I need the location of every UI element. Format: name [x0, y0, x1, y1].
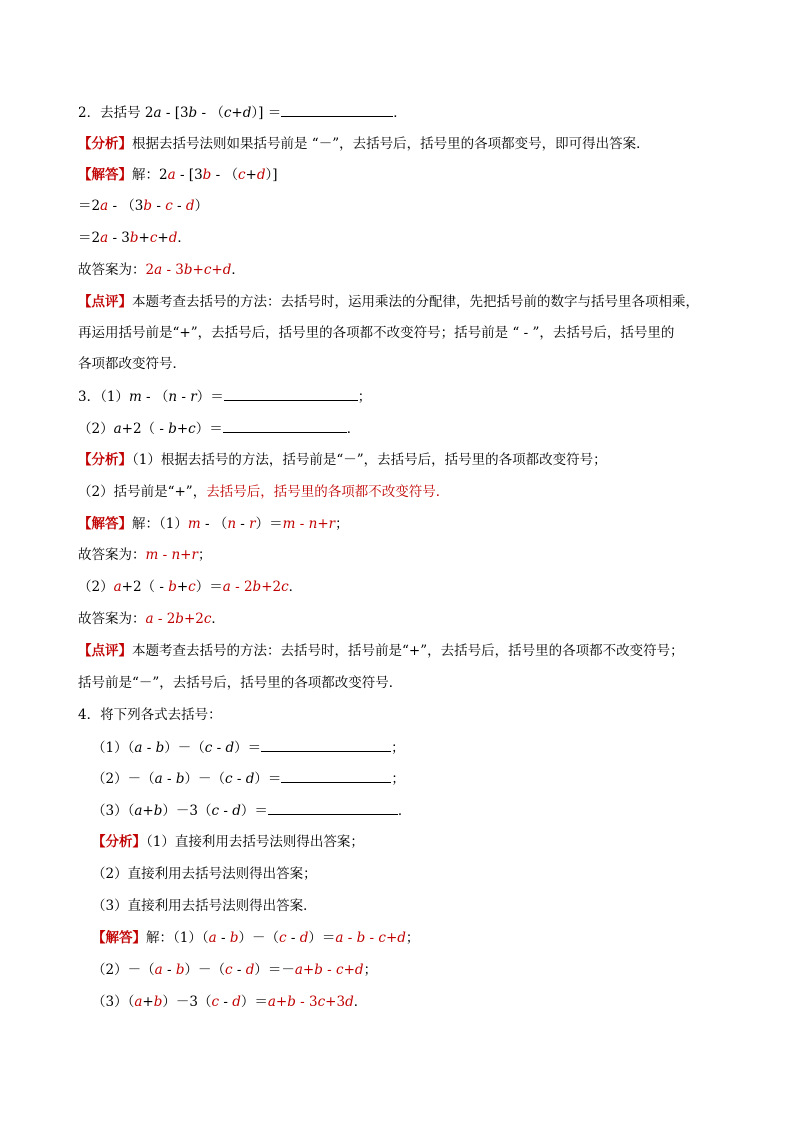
- text-segment: m: [145, 547, 159, 563]
- text-segment: d: [397, 930, 406, 946]
- q4-analysis: [92, 832, 364, 852]
- text-segment: b: [168, 421, 177, 437]
- text-segment: a: [100, 230, 109, 246]
- text-segment: m: [187, 516, 201, 532]
- text-segment: a: [154, 962, 163, 978]
- text-segment: （2）括号前是“+”，: [78, 484, 207, 500]
- text-segment: b: [168, 579, 177, 595]
- text-segment: （3）（: [92, 803, 135, 819]
- text-segment: d: [232, 994, 241, 1010]
- text-segment: d: [225, 740, 235, 756]
- text-segment: -: [365, 930, 379, 946]
- q2-comment-cont1: [78, 323, 674, 343]
- text-segment: ）]: [265, 167, 278, 183]
- text-segment: d: [354, 962, 364, 978]
- q4-solution-part2: [92, 960, 377, 980]
- q4-analysis-part3: [92, 896, 317, 916]
- text-segment: ＝2: [78, 230, 101, 246]
- text-segment: - 3: [108, 230, 130, 246]
- text-segment: 故答案为：: [78, 611, 146, 627]
- text-segment: ）] ＝: [251, 105, 282, 121]
- text-segment: +3: [325, 994, 346, 1010]
- text-segment: ＝2: [78, 198, 101, 214]
- text-segment: n: [308, 516, 318, 532]
- text-segment: c: [211, 994, 220, 1010]
- q4-solution-part3: [92, 992, 367, 1012]
- q2-analysis: [78, 134, 650, 154]
- text-segment: - （: [211, 167, 238, 183]
- answer-blank: [281, 768, 391, 783]
- text-segment: +: [192, 262, 204, 278]
- text-segment: d: [299, 930, 309, 946]
- section-tag: 【分析】: [92, 834, 146, 850]
- text-segment: d: [185, 198, 195, 214]
- text-segment: （2）: [78, 421, 114, 437]
- text-segment: ；: [357, 389, 372, 405]
- text-segment: ．: [211, 611, 225, 627]
- text-segment: +2（ -: [121, 421, 169, 437]
- q3-part1: [78, 386, 371, 407]
- text-segment: +: [176, 421, 189, 437]
- text-segment: 解：（1）: [132, 516, 188, 532]
- q4-question: [78, 705, 222, 725]
- q3-comment: [78, 641, 684, 661]
- text-segment: +2: [261, 579, 282, 595]
- text-segment: b: [287, 994, 296, 1010]
- text-segment: b: [202, 167, 212, 183]
- text-segment: ）－（: [184, 962, 225, 978]
- text-segment: 4．将下列各式去括号：: [78, 707, 222, 723]
- text-segment: -: [142, 740, 156, 756]
- text-segment: c: [223, 105, 232, 121]
- text-segment: - [3: [161, 105, 189, 121]
- text-segment: （1）直接利用去括号法则得出答案；: [146, 834, 364, 850]
- q2-solution-step1: [78, 196, 208, 216]
- text-segment: d: [222, 262, 232, 278]
- text-segment: d: [168, 230, 178, 246]
- text-segment: 故答案为：: [78, 262, 146, 278]
- text-segment: -: [232, 962, 246, 978]
- text-segment: ）＝: [196, 389, 224, 405]
- answer-blank: [261, 737, 391, 752]
- text-segment: b: [153, 994, 163, 1010]
- section-tag: 【分析】: [78, 452, 132, 468]
- text-segment: ；: [391, 740, 405, 756]
- text-segment: a: [113, 579, 122, 595]
- text-segment: r: [328, 516, 336, 532]
- text-segment: ）－3（: [162, 803, 212, 819]
- text-segment: a: [100, 198, 109, 214]
- text-segment: ）＝: [254, 771, 282, 787]
- text-segment: +: [142, 803, 154, 819]
- text-segment: -: [232, 771, 246, 787]
- text-segment: ．: [346, 421, 361, 437]
- text-segment: -: [172, 198, 186, 214]
- q3-analysis: [78, 450, 607, 470]
- text-segment: -: [216, 930, 230, 946]
- text-segment: -: [177, 389, 191, 405]
- text-segment: -: [322, 962, 337, 978]
- text-segment: 3．（1）: [78, 389, 129, 405]
- text-segment: b: [252, 579, 262, 595]
- text-segment: c: [278, 930, 287, 946]
- text-segment: c: [237, 167, 246, 183]
- q4-part3: [92, 800, 411, 821]
- text-segment: b: [183, 262, 193, 278]
- text-segment: - 3: [162, 262, 184, 278]
- text-segment: d: [245, 962, 255, 978]
- text-segment: +: [275, 994, 288, 1010]
- text-segment: 解：（1）（: [146, 930, 209, 946]
- text-segment: 再运用括号前是“+”，去括号后，括号里的各项都不改变符号；括号前是 “ - ”，去括号后，括号里的: [78, 325, 675, 341]
- text-segment: -: [152, 198, 166, 214]
- text-segment: d: [256, 167, 266, 183]
- text-segment: ；: [391, 771, 405, 787]
- section-tag: 【解答】: [78, 516, 132, 532]
- text-segment: （2）直接利用去括号法则得出答案；: [92, 866, 317, 882]
- answer-blank: [281, 102, 393, 117]
- text-segment: ．: [353, 994, 368, 1010]
- text-segment: d: [242, 105, 252, 121]
- text-segment: n: [171, 547, 181, 563]
- text-segment: - （3: [108, 198, 144, 214]
- text-segment: b: [153, 803, 163, 819]
- text-segment: -: [162, 771, 176, 787]
- text-segment: b: [143, 198, 153, 214]
- q2-solution-step2: [78, 228, 191, 248]
- text-segment: （1）（: [92, 740, 135, 756]
- text-segment: （2）－（: [92, 771, 155, 787]
- text-segment: a: [208, 930, 217, 946]
- text-segment: -: [295, 516, 309, 532]
- text-segment: a: [134, 803, 143, 819]
- text-segment: 本题考查去括号的方法：去括号时，运用乘法的分配律，先把括号前的数字与括号里各项相乘，: [132, 294, 699, 310]
- q3-part2: [78, 418, 360, 439]
- text-segment: - [3: [175, 167, 203, 183]
- text-segment: 根据去括号法则如果括号前是 “－”，去括号后，括号里的各项都变号，即可得出答案．: [132, 136, 650, 152]
- text-segment: -: [343, 930, 357, 946]
- text-segment: a: [134, 994, 143, 1010]
- q4-solution: [92, 928, 419, 948]
- text-segment: b: [314, 962, 323, 978]
- text-segment: ．: [231, 262, 245, 278]
- text-segment: ）＝: [240, 994, 268, 1010]
- text-segment: - 3: [295, 994, 318, 1010]
- text-segment: c: [211, 803, 220, 819]
- text-segment: b: [175, 611, 184, 627]
- section-tag: 【点评】: [78, 294, 132, 310]
- text-segment: +: [385, 930, 398, 946]
- q3-answer1: [78, 545, 211, 565]
- text-segment: ）－（: [164, 740, 205, 756]
- text-segment: ．: [288, 579, 303, 595]
- text-segment: （3）直接利用去括号法则得出答案．: [92, 898, 317, 914]
- text-segment: 故答案为：: [78, 547, 146, 563]
- q2-solution: [78, 165, 278, 185]
- text-segment: +: [142, 994, 154, 1010]
- text-segment: -: [286, 930, 300, 946]
- section-tag: 【点评】: [78, 643, 132, 659]
- text-segment: c: [203, 262, 212, 278]
- text-segment: +2（ -: [121, 579, 169, 595]
- text-segment: -: [212, 740, 226, 756]
- text-segment: - 2: [230, 579, 253, 595]
- q4-part1: [92, 737, 405, 758]
- text-segment: c: [224, 962, 233, 978]
- text-segment: 2．去括号 2: [78, 105, 154, 121]
- text-segment: b: [175, 962, 185, 978]
- text-segment: c: [224, 771, 233, 787]
- q2-question: [78, 102, 407, 123]
- text-segment: -: [236, 516, 250, 532]
- text-segment: a: [154, 771, 163, 787]
- text-segment: （2）－（: [92, 962, 155, 978]
- text-segment: -: [219, 803, 233, 819]
- q3-solution: [78, 514, 349, 534]
- text-segment: ）＝: [195, 421, 223, 437]
- text-segment: -: [219, 994, 233, 1010]
- text-segment: +: [231, 105, 243, 121]
- text-segment: ）＝: [255, 516, 283, 532]
- section-tag: 【分析】: [78, 136, 132, 152]
- text-segment: ）＝: [240, 803, 268, 819]
- text-segment: ；: [335, 516, 349, 532]
- text-segment: r: [190, 389, 197, 405]
- q3-comment-cont: [78, 673, 402, 693]
- section-tag: 【解答】: [92, 930, 146, 946]
- text-segment: +: [157, 230, 169, 246]
- text-segment: a: [222, 579, 231, 595]
- text-segment: a: [267, 994, 276, 1010]
- text-segment: ．: [393, 105, 407, 121]
- text-segment: a: [145, 611, 154, 627]
- text-segment: a: [153, 105, 162, 121]
- text-segment: 2: [145, 262, 155, 278]
- text-segment: d: [345, 994, 354, 1010]
- answer-blank: [224, 386, 358, 401]
- text-segment: c: [203, 611, 212, 627]
- text-segment: +: [245, 167, 257, 183]
- text-segment: b: [356, 930, 366, 946]
- text-segment: 各项都改变符号．: [78, 356, 186, 372]
- text-segment: 本题考查去括号的方法：去括号时，括号前是“+”，去括号后，括号里的各项都不改变符号；: [132, 643, 684, 659]
- text-segment: +: [138, 230, 150, 246]
- text-segment: c: [188, 579, 196, 595]
- text-segment: +: [343, 962, 355, 978]
- text-segment: c: [281, 579, 289, 595]
- text-segment: ）－3（: [162, 994, 212, 1010]
- text-segment: 去括号后，括号里的各项都不改变符号．: [206, 484, 450, 500]
- text-segment: c: [204, 740, 213, 756]
- text-segment: c: [165, 198, 173, 214]
- text-segment: r: [249, 516, 256, 532]
- text-segment: - （: [141, 389, 169, 405]
- text-segment: a: [113, 421, 122, 437]
- text-segment: d: [245, 771, 255, 787]
- text-segment: ．: [397, 803, 412, 819]
- text-segment: a: [167, 167, 176, 183]
- text-segment: （1）根据去括号的方法，括号前是“－”，去括号后，括号里的各项都改变符号；: [132, 452, 607, 468]
- text-segment: ；: [405, 930, 420, 946]
- text-segment: b: [175, 771, 185, 787]
- q2-answer: [78, 260, 245, 280]
- text-segment: +: [180, 547, 192, 563]
- section-tag: 【解答】: [78, 167, 132, 183]
- text-segment: a: [134, 740, 143, 756]
- text-segment: a: [294, 962, 303, 978]
- answer-blank: [223, 418, 347, 433]
- text-segment: ；: [363, 962, 378, 978]
- text-segment: ）＝: [234, 740, 262, 756]
- q4-part2: [92, 768, 405, 789]
- text-segment: b: [229, 930, 239, 946]
- q2-comment-cont2: [78, 354, 186, 374]
- text-segment: b: [129, 230, 139, 246]
- text-segment: 解：2: [132, 167, 168, 183]
- text-segment: c: [149, 230, 158, 246]
- text-segment: c: [336, 962, 344, 978]
- text-segment: （3）（: [92, 994, 135, 1010]
- text-segment: c: [188, 421, 196, 437]
- text-segment: b: [155, 740, 165, 756]
- text-segment: +: [317, 516, 329, 532]
- text-segment: - 2: [153, 611, 176, 627]
- text-segment: ；: [197, 547, 212, 563]
- text-segment: r: [191, 547, 198, 563]
- text-segment: n: [168, 389, 178, 405]
- text-segment: d: [232, 803, 241, 819]
- q4-analysis-part2: [92, 864, 317, 884]
- q3-solution-part2: [78, 577, 302, 597]
- text-segment: ．: [177, 230, 191, 246]
- text-segment: n: [227, 516, 237, 532]
- text-segment: +: [302, 962, 315, 978]
- text-segment: ）－（: [238, 930, 279, 946]
- text-segment: -: [162, 962, 176, 978]
- text-segment: +2: [183, 611, 204, 627]
- q3-answer2: [78, 609, 225, 629]
- q2-comment: [78, 292, 699, 312]
- text-segment: b: [188, 105, 198, 121]
- text-segment: ）: [194, 198, 209, 214]
- text-segment: 括号前是“－”，去括号后，括号里的各项都改变符号．: [78, 675, 403, 691]
- text-segment: c: [378, 930, 386, 946]
- text-segment: - （: [197, 105, 224, 121]
- text-segment: ）＝: [308, 930, 336, 946]
- text-segment: a: [335, 930, 344, 946]
- text-segment: m: [128, 389, 142, 405]
- text-segment: +: [211, 262, 223, 278]
- text-segment: +: [176, 579, 189, 595]
- text-segment: - （: [200, 516, 228, 532]
- answer-blank: [268, 800, 398, 815]
- text-segment: ）＝: [195, 579, 223, 595]
- text-segment: ）＝－: [254, 962, 295, 978]
- text-segment: a: [154, 262, 163, 278]
- text-segment: （2）: [78, 579, 114, 595]
- text-segment: c: [317, 994, 326, 1010]
- text-segment: ）－（: [184, 771, 225, 787]
- q3-analysis-part2: [78, 482, 449, 502]
- text-segment: -: [158, 547, 172, 563]
- text-segment: m: [282, 516, 296, 532]
